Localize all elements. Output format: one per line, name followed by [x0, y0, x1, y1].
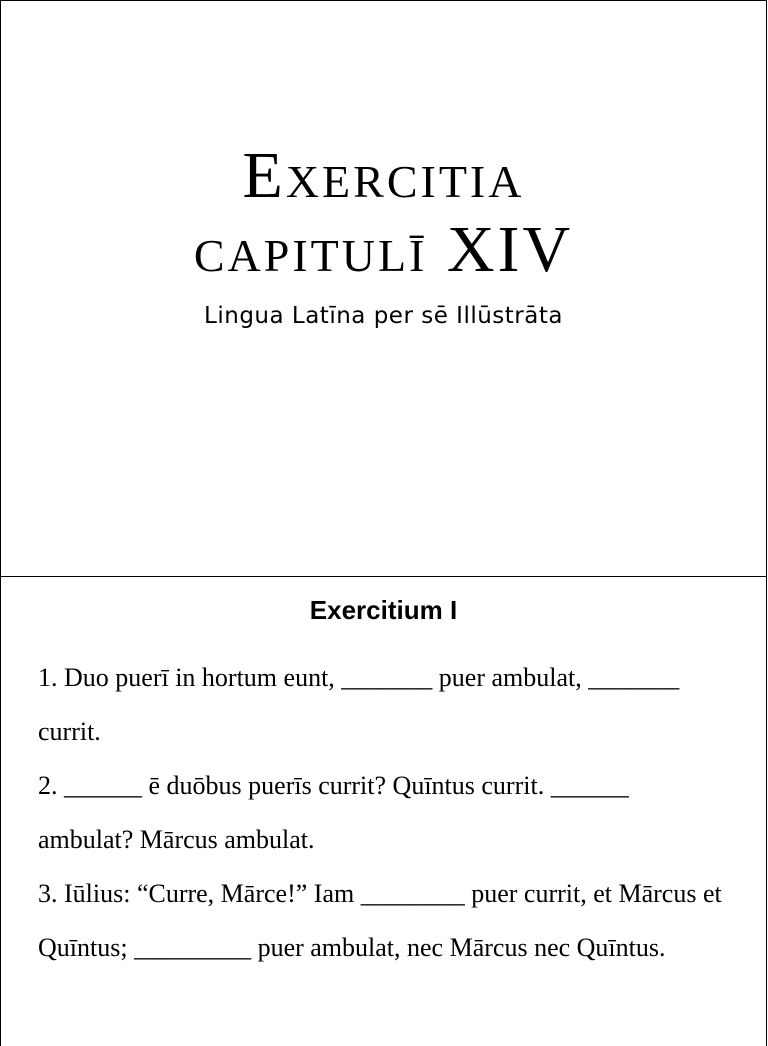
slide-subtitle: Lingua Latīna per sē Illūstrāta — [204, 303, 563, 329]
exercise-slide — [0, 576, 767, 1046]
exercise-item-3: 3. Iūlius: “Curre, Mārce!” Iam ________ puer currit, et Mārcus et Quīntus; _________ puer ambulat, nec Mārcus nec Quīntus. — [38, 879, 722, 962]
exercise-item-2: 2. ______ ē duōbus puerīs currit? Quīntus currit. ______ ambulat? Mārcus ambulat. — [38, 771, 629, 854]
exercise-item-1: 1. Duo puerī in hortum eunt, _______ puer ambulat, _______ currit. — [38, 663, 680, 746]
title-line-1: Exercitia — [242, 139, 525, 212]
exercise-body — [38, 651, 726, 975]
exercise-heading: Exercitium I — [309, 595, 458, 625]
slide-title — [1, 139, 766, 287]
title-line-2: capitulī XIV — [193, 213, 574, 286]
